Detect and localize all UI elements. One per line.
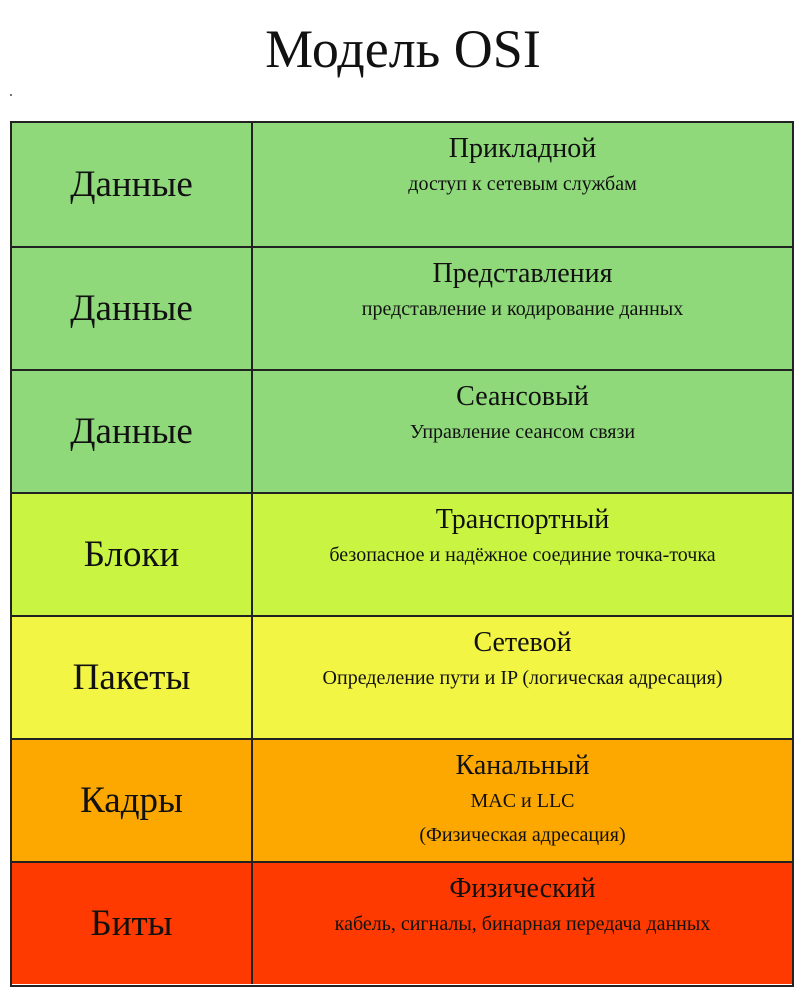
layer-info <box>253 371 792 492</box>
layer-name: Канальный <box>455 750 590 781</box>
layer-name: Сетевой <box>473 627 572 658</box>
layer-name: Представления <box>432 258 613 289</box>
layer-info <box>253 494 792 615</box>
layer-description: безопасное и надёжное соединие точка-точка <box>329 544 716 566</box>
osi-row-datalink <box>12 738 792 861</box>
osi-row-presentation <box>12 246 792 369</box>
osi-row-transport <box>12 492 792 615</box>
data-unit: Кадры <box>12 740 253 861</box>
layer-description: представление и кодирование данных <box>361 298 684 320</box>
layer-description: (Физическая адресация) <box>419 824 626 846</box>
layer-info <box>253 617 792 738</box>
data-unit: Блоки <box>12 494 253 615</box>
layer-info <box>253 740 792 861</box>
stray-dot <box>10 94 12 96</box>
layer-description: Определение пути и IP (логическая адресация) <box>322 667 723 689</box>
layer-description: MAC и LLC <box>470 790 575 812</box>
layer-info <box>253 123 792 246</box>
layer-name: Транспортный <box>435 504 610 535</box>
data-unit: Данные <box>12 123 253 246</box>
page-title: Модель OSI <box>265 19 541 79</box>
layer-description: Управление сеансом связи <box>409 421 636 443</box>
layer-info <box>253 863 792 984</box>
layer-info <box>253 248 792 369</box>
layer-description: доступ к сетевым службам <box>408 173 637 195</box>
osi-row-session <box>12 369 792 492</box>
data-unit: Данные <box>12 371 253 492</box>
layer-name: Прикладной <box>448 133 597 164</box>
osi-table <box>10 121 794 987</box>
osi-row-physical <box>12 861 792 984</box>
layer-name: Физический <box>449 873 596 904</box>
data-unit: Биты <box>12 863 253 984</box>
data-unit: Данные <box>12 248 253 369</box>
osi-row-application <box>12 123 792 246</box>
layer-name: Сеансовый <box>456 381 589 412</box>
data-unit: Пакеты <box>12 617 253 738</box>
layer-description: кабель, сигналы, бинарная передача данных <box>334 913 711 935</box>
osi-row-network <box>12 615 792 738</box>
